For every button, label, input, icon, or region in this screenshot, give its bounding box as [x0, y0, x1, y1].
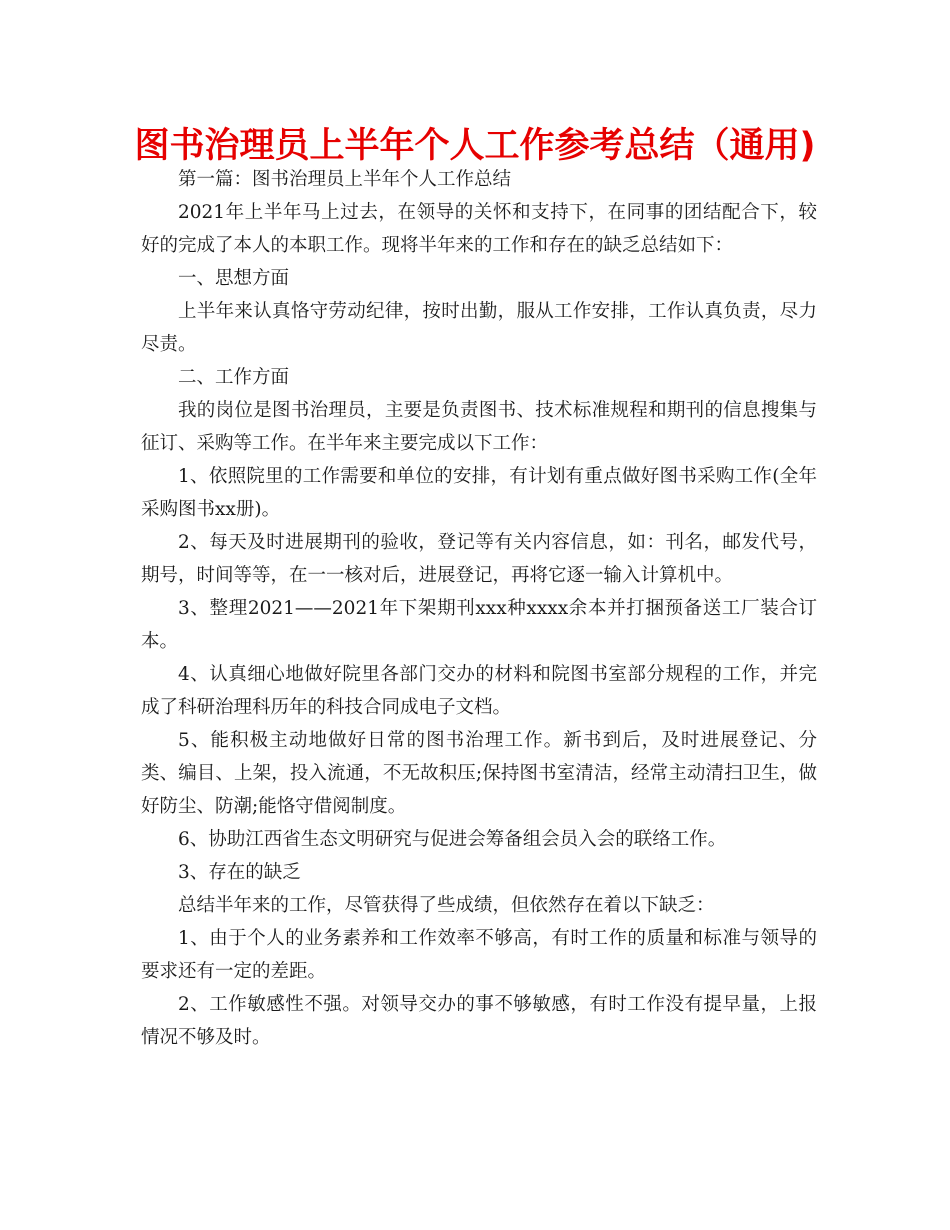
paragraph-intro: 2021年上半年马上过去，在领导的关怀和支持下，在同事的团结配合下，较好的完成了本人的本职工作。现将半年来的工作和存在的缺乏总结如下：: [141, 202, 817, 256]
paragraph-heading-thought: 一、思想方面: [178, 268, 290, 289]
paragraph-item-6: 6、协助江西省生态文明研究与促进会筹备组会员入会的联络工作。: [178, 829, 727, 850]
document-title: 图书治理员上半年个人工作参考总结（通用): [134, 126, 816, 166]
paragraph-shortcoming-2: 2、工作敏感性不强。对领导交办的事不够敏感，有时工作没有提早量，上报情况不够及时。: [141, 994, 817, 1048]
paragraph-position: 我的岗位是图书治理员，主要是负责图书、技术标准规程和期刊的信息搜集与征订、采购等工作。在半年来主要完成以下工作：: [141, 400, 817, 454]
paragraph-item-5: 5、能积极主动地做好日常的图书治理工作。新书到后，及时进展登记、分类、编目、上架，投入流通，不无故积压;保持图书室清洁，经常主动清扫卫生，做好防尘、防潮;能恪守借阅制度。: [141, 730, 817, 817]
paragraph-summary: 总结半年来的工作，尽管获得了些成绩，但依然存在着以下缺乏：: [178, 895, 715, 916]
paragraph-item-4: 4、认真细心地做好院里各部门交办的材料和院图书室部分规程的工作，并完成了科研治理科历年的科技合同成电子文档。: [141, 664, 817, 718]
paragraph-heading-work: 二、工作方面: [178, 367, 290, 388]
paragraph-item-3: 3、整理2021——2021年下架期刊xxx种xxxx余本并打捆预备送工厂装合订本。: [141, 598, 817, 652]
paragraph-heading-shortcomings: 3、存在的缺乏: [178, 862, 301, 883]
document-body: [141, 163, 817, 1054]
paragraph-shortcoming-1: 1、由于个人的业务素养和工作效率不够高，有时工作的质量和标准与领导的要求还有一定的差距。: [141, 928, 817, 982]
paragraph-section-heading: 第一篇：图书治理员上半年个人工作总结: [178, 169, 512, 190]
paragraph-thought: 上半年来认真恪守劳动纪律，按时出勤，服从工作安排，工作认真负责，尽力尽责。: [141, 301, 817, 355]
paragraph-item-2: 2、每天及时进展期刊的验收，登记等有关内容信息，如：刊名，邮发代号，期号，时间等等，在一一核对后，进展登记，再将它逐一输入计算机中。: [141, 532, 817, 586]
paragraph-item-1: 1、依照院里的工作需要和单位的安排，有计划有重点做好图书采购工作(全年采购图书xx册)。: [141, 466, 817, 520]
